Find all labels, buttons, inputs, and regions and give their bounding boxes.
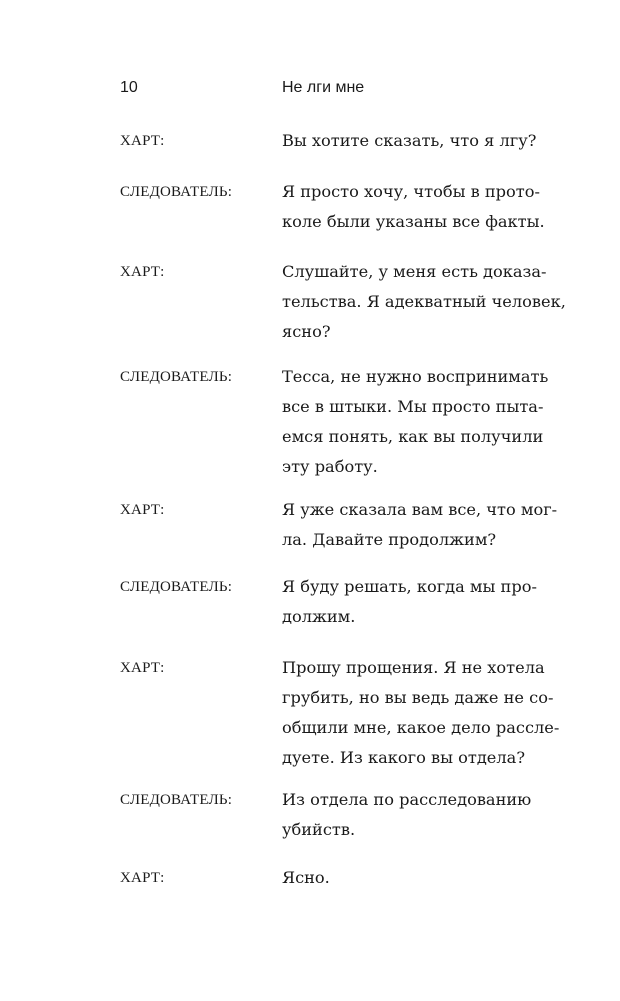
- speaker-label: ХАРТ:: [120, 133, 165, 149]
- speech-line: Тесса, не нужно воспринимать: [282, 367, 549, 386]
- speech-line: ясно?: [282, 322, 331, 341]
- speech-line: ла. Давайте продолжим?: [282, 530, 497, 549]
- speech-line: Я просто хочу, чтобы в прото-: [282, 182, 540, 201]
- speech-line: Из отдела по расследованию: [282, 790, 532, 809]
- page-number: 10: [120, 79, 138, 96]
- speaker-label: ХАРТ:: [120, 660, 165, 676]
- speaker-label: СЛЕДОВАТЕЛЬ:: [120, 579, 233, 595]
- speaker-label: СЛЕДОВАТЕЛЬ:: [120, 184, 233, 200]
- speech-line: Я буду решать, когда мы про-: [282, 577, 537, 596]
- speech-line: Вы хотите сказать, что я лгу?: [282, 131, 537, 150]
- speech-line: эту работу.: [282, 457, 378, 476]
- speech-line: Прошу прощения. Я не хотела: [282, 658, 545, 677]
- speech-line: должим.: [282, 607, 356, 626]
- speaker-label: ХАРТ:: [120, 502, 165, 518]
- speaker-label: СЛЕДОВАТЕЛЬ:: [120, 369, 233, 385]
- speech-line: коле были указаны все факты.: [282, 212, 545, 231]
- speech-line: все в штыки. Мы просто пыта-: [282, 397, 544, 416]
- speech-line: Я уже сказала вам все, что мог-: [282, 500, 558, 519]
- speech-line: дуете. Из какого вы отдела?: [282, 748, 525, 767]
- speaker-label: СЛЕДОВАТЕЛЬ:: [120, 792, 233, 808]
- speech-line: Слушайте, у меня есть доказа-: [282, 262, 547, 281]
- speech-line: тельства. Я адекватный человек,: [282, 292, 566, 311]
- speech-line: грубить, но вы ведь даже не со-: [282, 688, 554, 707]
- speech-line: емся понять, как вы получили: [282, 427, 544, 446]
- speech-line: убийств.: [282, 820, 356, 839]
- speaker-label: ХАРТ:: [120, 870, 165, 886]
- speaker-label: ХАРТ:: [120, 264, 165, 280]
- book-title: Не лги мне: [282, 79, 365, 96]
- speech-line: Ясно.: [282, 868, 330, 887]
- speech-line: общили мне, какое дело рассле-: [282, 718, 560, 737]
